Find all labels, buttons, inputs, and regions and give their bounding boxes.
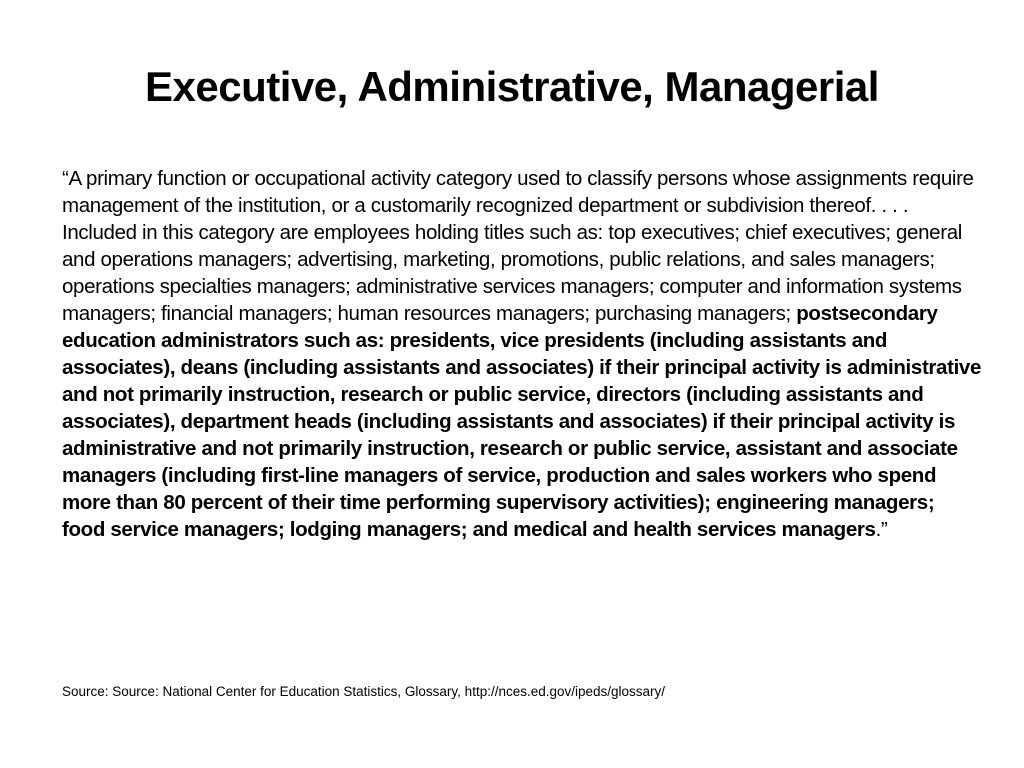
definition-quote	[62, 165, 982, 543]
definition-bold-text: postsecondary education administrators such as: presidents, vice presidents (including assistants and associates), deans (including assistants and associates) if their principal activity is administrative and not primarily instruction, research or public service, directors (including assistants and associates), department heads (including assistants and associates) if their principal activity is administrative and not primarily instruction, research or public service, assistant and associate managers (including first-line managers of service, production and sales workers who spend more than 80 percent of their time performing supervisory activities); engineering managers; food service managers; lodging managers; and medical and health services managers	[62, 302, 982, 541]
source-citation: Source: Source: National Center for Education Statistics, Glossary, http://nces.ed.gov/ipeds/glossary/	[62, 684, 666, 699]
slide-title: Executive, Administrative, Managerial	[145, 63, 879, 110]
definition-closing: .”	[875, 518, 888, 541]
definition-plain-text: “A primary function or occupational activity category used to classify persons whose assignments require management of the institution, or a customarily recognized department or subdivision thereof. . . . Included in this category are employees holding titles such as: top executives; chief executives; general and operations managers; advertising, marketing, promotions, public relations, and sales managers; operations specialties managers; administrative services managers; computer and information systems managers; financial managers; human resources managers; purchasing managers;	[62, 167, 974, 325]
